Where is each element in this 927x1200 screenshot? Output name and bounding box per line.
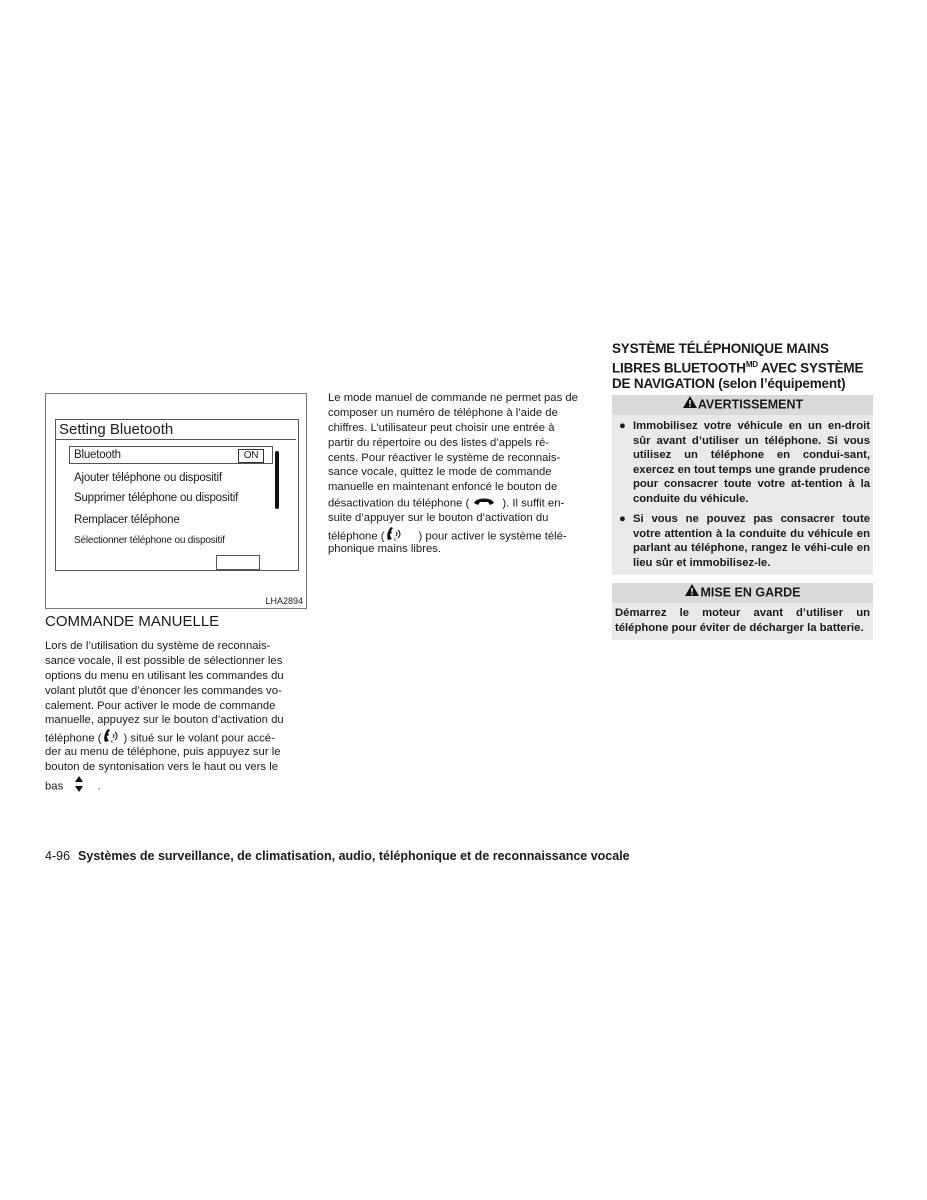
caution-body: Démarrez le moteur avant d’utiliser un téléphone pour éviter de décharger la batterie. [612, 603, 873, 640]
manual-mode-paragraph-continued [328, 391, 590, 557]
text-line: chiffres. L’utilisateur peut choisir une entrée à [328, 421, 555, 434]
text-line: composer un numéro de téléphone à l’aide de [328, 406, 558, 419]
menu-item-delete-phone: Supprimer téléphone ou dispositif [74, 492, 239, 504]
warning-triangle-icon [684, 583, 700, 603]
section-heading-bluetooth: SYSTÈME TÉLÉPHONIQUE MAINS LIBRES $BLUETOOTH^{MD}$ AVEC SYSTÈME DE NAVIGATION (selon l’équipement) [612, 341, 864, 391]
phone-hangup-icon [472, 495, 496, 512]
on-indicator: ON [238, 449, 264, 463]
select-value-box [216, 555, 260, 570]
text-line: bouton de syntonisation vers le haut ou vers le [45, 761, 278, 774]
section-heading-manual: COMMANDE MANUELLE [45, 613, 220, 630]
screen-title: Setting Bluetooth [56, 420, 296, 440]
menu-item-replace-phone: Remplacer téléphone [74, 514, 180, 526]
warning-bullet: ● Immobilisez votre véhicule en un en-droit sûr avant d’utiliser un téléphone. Si vous utilisez un téléphone en condui-sant, exercez en tout temps une grande prudence pour consacrer toute votre at-tention à la conduite du véhicule. [619, 420, 870, 505]
menu-item-add-phone: Ajouter téléphone ou dispositif [74, 472, 222, 484]
warning-box [612, 395, 873, 575]
text-line: phonique mains libres. [328, 543, 442, 556]
text-line: téléphone ( c ) pour activer le système télé- [328, 526, 590, 542]
menu-item-bluetooth: Bluetooth ON [69, 446, 273, 464]
text-line: téléphone ( c ) situé sur le volant pour accé- [45, 728, 307, 745]
text-line: suite d’appuyer sur le bouton d’activation du [328, 512, 549, 525]
menu-item-select-phone: Sélectionner téléphone ou dispositif [74, 535, 225, 546]
text-line: désactivation du téléphone ( ). Il suffit en- [328, 495, 590, 511]
display-screen [55, 419, 299, 571]
text-line: options du menu en utilisant les commandes du [45, 669, 284, 682]
warning-title: AVERTISSEMENT [612, 395, 873, 415]
warning-body [612, 415, 873, 575]
text-line: bas . [45, 775, 307, 795]
text-line: partir du répertoire ou des listes d’appels ré- [328, 436, 550, 449]
settings-screen-figure [45, 393, 307, 609]
text-line: manuelle, appuyez sur le bouton d’activation du [45, 714, 284, 727]
text-line: volant plutôt que d’énoncer les commandes vo- [45, 684, 282, 697]
scrollbar [275, 451, 279, 509]
manual-mode-paragraph [45, 639, 307, 795]
page-number: 4-96 [45, 849, 71, 863]
warning-triangle-icon [682, 395, 698, 415]
chapter-title: Systèmes de surveillance, de climatisation, audio, téléphonique et de reconnaissance vocale [78, 849, 630, 863]
text-line: Le mode manuel de commande ne permet pas de [328, 392, 578, 404]
page-footer [45, 849, 630, 863]
text-line: calement. Pour activer le mode de commande [45, 699, 276, 712]
caution-title: MISE EN GARDE [612, 583, 873, 603]
svg-text:c: c [393, 537, 397, 543]
text-line: sance vocale, quittez le mode de commande [328, 466, 552, 479]
text-line: der au menu de téléphone, puis appuyez sur le [45, 746, 281, 759]
text-line: Lors de l’utilisation du système de reconnais- [45, 640, 271, 652]
figure-label: LHA2894 [265, 596, 303, 606]
svg-text:c: c [110, 739, 114, 745]
caution-box [612, 583, 873, 640]
up-down-arrows-icon [74, 775, 84, 798]
text-line: cents. Pour réactiver le système de reconnais- [328, 451, 561, 464]
warning-bullet: ● Si vous ne pouvez pas consacrer toute votre attention à la conduite du véhicule en parlant au téléphone, rangez le véhi-cule en lieu sûr et immobilisez-le. [619, 513, 870, 569]
text-line: sance vocale, il est possible de sélectionner les [45, 654, 283, 667]
text-line: manuelle en maintenant enfoncé le bouton de [328, 481, 558, 494]
